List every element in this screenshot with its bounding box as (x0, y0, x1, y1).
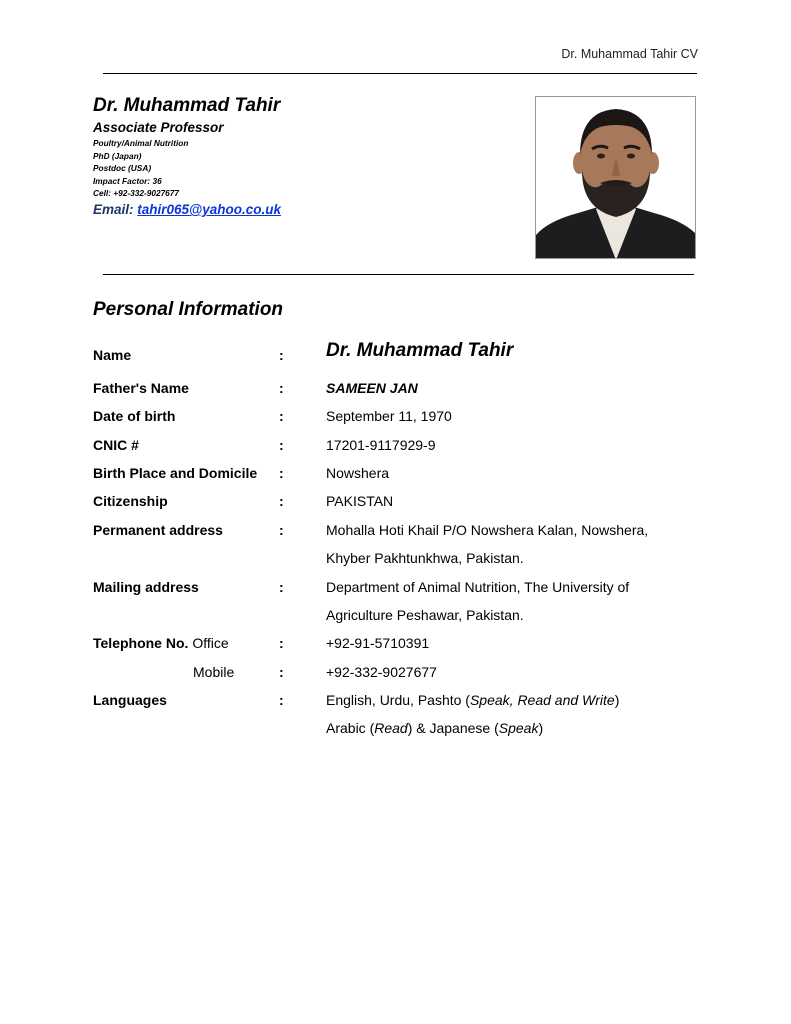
section-title-personal-information: Personal Information (93, 299, 284, 320)
field-row-mailing-address-cont (0, 605, 791, 627)
field-separator: : (279, 635, 284, 651)
field-value-mailing-address-line2: Agriculture Peshawar, Pakistan. (326, 607, 524, 623)
running-header: Dr. Muhammad Tahir CV (561, 47, 698, 61)
field-value-name: Dr. Muhammad Tahir (326, 340, 514, 361)
profile-impact-factor: Impact Factor: 36 (93, 175, 162, 186)
field-row-name (0, 340, 791, 367)
languages-paren: ) (538, 720, 544, 736)
languages-text: ) & Japanese ( (407, 720, 499, 736)
languages-skill-speak: Speak (498, 720, 539, 736)
field-row-languages (0, 690, 791, 712)
field-value-birthplace: Nowshera (326, 465, 390, 481)
field-label-languages: Languages (93, 692, 167, 708)
field-value-mailing-address-line1: Department of Animal Nutrition, The University of (326, 579, 630, 595)
languages-text: English, Urdu, Pashto ( (326, 692, 470, 708)
profile-specialization: Poultry/Animal Nutrition (93, 138, 189, 148)
field-value-mobile-phone: +92-332-9027677 (326, 664, 437, 680)
field-separator: : (279, 465, 284, 481)
field-row-permanent-address (0, 520, 791, 542)
field-value-permanent-address-line2: Khyber Pakhtunkhwa, Pakistan. (326, 550, 524, 566)
profile-photo (535, 96, 696, 259)
field-label-mailing-address: Mailing address (93, 579, 199, 595)
field-value-languages-line1 (326, 690, 619, 710)
field-value-languages-line2 (326, 718, 543, 738)
office-label: Office (192, 635, 229, 651)
field-row-telephone-mobile (0, 662, 791, 684)
field-label-permanent-address: Permanent address (93, 522, 223, 538)
field-label-mobile: Mobile (193, 664, 235, 680)
field-separator: : (279, 408, 284, 424)
field-separator: : (279, 692, 284, 708)
field-row-father-name (0, 378, 791, 400)
field-separator: : (279, 437, 284, 453)
field-row-cnic (0, 435, 791, 457)
field-label-father-name: Father's Name (93, 380, 189, 396)
field-separator: : (279, 493, 284, 509)
field-value-office-phone: +92-91-5710391 (326, 635, 430, 651)
field-separator: : (279, 380, 284, 396)
field-row-telephone-office (0, 633, 791, 655)
languages-paren: ) (614, 692, 620, 708)
field-value-dob: September 11, 1970 (326, 408, 452, 424)
profile-cell: Cell: +92-332-9027677 (93, 188, 180, 199)
field-row-citizenship (0, 491, 791, 513)
field-row-languages-cont (0, 718, 791, 740)
email-link[interactable]: tahir065@yahoo.co.uk (137, 201, 281, 217)
field-separator: : (279, 664, 284, 680)
field-row-permanent-address-cont (0, 548, 791, 570)
telephone-label: Telephone No. (93, 635, 189, 651)
languages-text: Arabic ( (326, 720, 375, 736)
section-rule (103, 274, 694, 275)
profile-name: Dr. Muhammad Tahir (93, 95, 281, 116)
field-separator: : (279, 579, 284, 595)
field-separator: : (279, 522, 284, 538)
profile-block (93, 94, 513, 219)
field-label-birthplace: Birth Place and Domicile (93, 465, 258, 481)
field-row-dob (0, 406, 791, 428)
languages-skills: Speak, Read and Write (469, 692, 615, 708)
field-value-permanent-address-line1: Mohalla Hoti Khail P/O Nowshera Kalan, Nowshera, (326, 522, 649, 538)
field-label-citizenship: Citizenship (93, 493, 168, 509)
field-value-father-name: SAMEEN JAN (326, 380, 418, 396)
field-value-cnic: 17201-9117929-9 (326, 437, 436, 453)
email-label: Email: (93, 201, 134, 217)
profile-phd: PhD (Japan) (93, 150, 142, 161)
field-row-birthplace (0, 463, 791, 485)
header-rule (103, 73, 697, 74)
field-label-dob: Date of birth (93, 408, 176, 424)
field-label-telephone (93, 633, 229, 653)
field-separator: : (279, 347, 284, 363)
field-value-citizenship: PAKISTAN (326, 493, 394, 509)
portrait-image (536, 97, 696, 259)
languages-skill-read: Read (374, 720, 408, 736)
field-label-cnic: CNIC # (93, 437, 139, 453)
field-row-mailing-address (0, 577, 791, 599)
profile-email-line (93, 201, 513, 219)
field-label-name: Name (93, 347, 132, 363)
profile-postdoc: Postdoc (USA) (93, 163, 152, 174)
profile-designation: Associate Professor (93, 120, 224, 135)
